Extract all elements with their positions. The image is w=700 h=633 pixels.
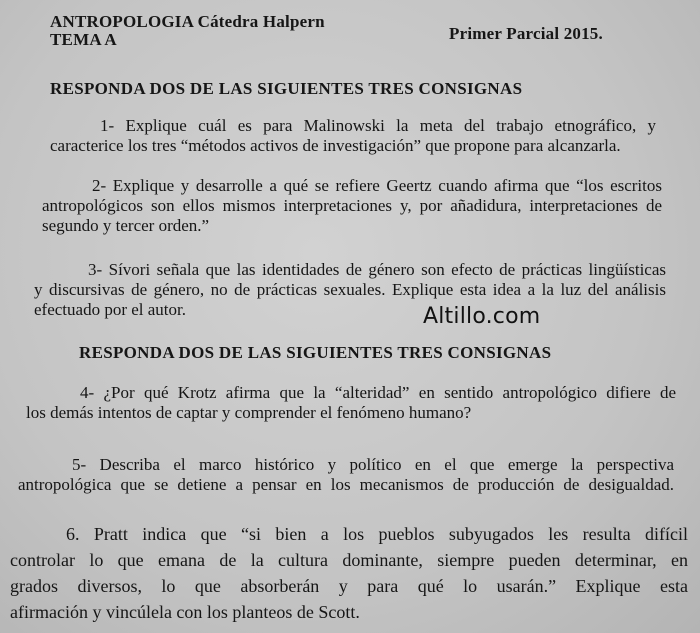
question-line: 1- Explique cuál es para Malinowski la meta del trabajo etnográfico, y xyxy=(100,116,656,135)
question-4 xyxy=(26,383,676,423)
question-line: efectuado por el autor. xyxy=(34,300,186,319)
question-line: antropológica que se detiene a pensar en los mecanismos de producción de desigualdad. xyxy=(18,475,674,494)
exam-name: Primer Parcial 2015. xyxy=(449,24,603,43)
question-line: 5- Describa el marco histórico y político en el que emerge la perspectiva xyxy=(72,455,674,474)
question-line: afirmación y vincúlela con los planteos de Scott. xyxy=(10,602,360,622)
question-3 xyxy=(34,260,666,320)
question-line: y discursivas de género, no de prácticas sexuales. Explique esta idea a la luz del análisis xyxy=(34,280,666,299)
question-1 xyxy=(50,116,656,156)
question-line: antropológicos son ellos mismos interpretaciones y, por añadidura, interpretaciones de xyxy=(42,196,662,215)
question-2 xyxy=(42,176,662,236)
question-line: 2- Explique y desarrolle a qué se refiere Geertz cuando afirma que “los escritos xyxy=(92,176,662,195)
question-line: 3- Sívori señala que las identidades de género son efecto de prácticas lingüísticas xyxy=(88,260,666,279)
question-5 xyxy=(18,455,674,495)
watermark-text: Altillo.com xyxy=(423,304,541,329)
question-6 xyxy=(10,521,688,625)
question-line: caracterice los tres “métodos activos de investigación” que propone para alcanzarla. xyxy=(50,136,621,155)
question-line: 6. Pratt indica que “si bien a los pueblos subyugados les resulta difícil xyxy=(66,524,688,544)
section-2-title: RESPONDA DOS DE LAS SIGUIENTES TRES CONSIGNAS xyxy=(79,343,552,362)
question-line: segundo y tercer orden.” xyxy=(42,216,210,235)
question-line: los demás intentos de captar y comprender el fenómeno humano? xyxy=(26,403,472,422)
question-line: 4- ¿Por qué Krotz afirma que la “alteridad” en sentido antropológico difiere de xyxy=(80,383,676,402)
course-title: ANTROPOLOGIA Cátedra Halpern xyxy=(50,12,325,31)
section-1-title: RESPONDA DOS DE LAS SIGUIENTES TRES CONSIGNAS xyxy=(50,79,523,98)
question-line: controlar lo que emana de la cultura dominante, siempre pueden determinar, en xyxy=(10,550,688,570)
question-line: grados diversos, lo que absorberán y para qué lo usarán.” Explique esta xyxy=(10,576,688,596)
exam-theme: TEMA A xyxy=(50,30,117,49)
